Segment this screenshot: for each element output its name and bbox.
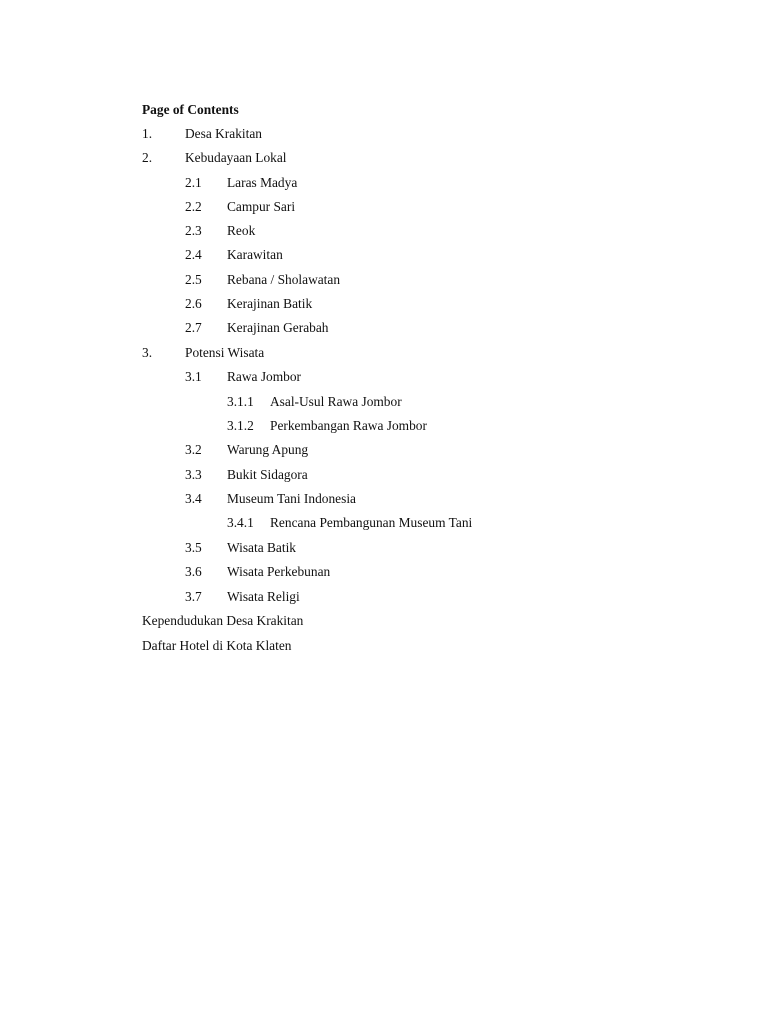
toc-entry-label: Wisata Perkebunan xyxy=(227,564,331,579)
toc-entry-label: Potensi Wisata xyxy=(185,345,265,360)
toc-entry-number: 3.1.1 xyxy=(227,394,254,409)
toc-entry-number: 1. xyxy=(142,126,153,141)
toc-entry-number: 3.4 xyxy=(185,491,202,506)
toc-entry-label: Kerajinan Gerabah xyxy=(227,320,329,335)
toc-entry-number: 3.7 xyxy=(185,589,202,604)
toc-entry-label: Daftar Hotel di Kota Klaten xyxy=(142,638,292,653)
toc-entry-label: Karawitan xyxy=(227,247,283,262)
toc-entry-number: 2.2 xyxy=(185,199,202,214)
toc-entry-number: 3.4.1 xyxy=(227,515,254,530)
toc-entry-label: Rebana / Sholawatan xyxy=(227,272,341,287)
toc-entry-number: 3.5 xyxy=(185,540,202,555)
toc-entry-label: Kependudukan Desa Krakitan xyxy=(142,613,304,628)
toc-entry-number: 2.3 xyxy=(185,223,202,238)
toc-entry-label: Warung Apung xyxy=(227,442,309,457)
toc-entry-label: Rawa Jombor xyxy=(227,369,302,384)
toc-entry-number: 3.1.2 xyxy=(227,418,254,433)
toc-entry-label: Wisata Batik xyxy=(227,540,296,555)
toc-title: Page of Contents xyxy=(142,102,239,117)
toc-entry-label: Museum Tani Indonesia xyxy=(227,491,356,506)
toc-entry-number: 3.3 xyxy=(185,467,202,482)
toc-entry-label: Campur Sari xyxy=(227,199,296,214)
toc-entry-number: 2.7 xyxy=(185,320,202,335)
toc-entry-label: Rencana Pembangunan Museum Tani xyxy=(270,515,473,530)
toc-entry-number: 2. xyxy=(142,150,153,165)
toc-entry-label: Reok xyxy=(227,223,256,238)
toc-entry-label: Kebudayaan Lokal xyxy=(185,150,287,165)
toc-entry-label: Asal-Usul Rawa Jombor xyxy=(270,394,402,409)
toc-entry-number: 3.6 xyxy=(185,564,202,579)
toc-entry-number: 2.4 xyxy=(185,247,202,262)
toc-entry-number: 2.5 xyxy=(185,272,202,287)
toc-entry-number: 2.1 xyxy=(185,175,202,190)
toc-entry-label: Desa Krakitan xyxy=(185,126,262,141)
toc-entry-number: 3.1 xyxy=(185,369,202,384)
toc-entry-number: 3. xyxy=(142,345,153,360)
toc-entry-number: 2.6 xyxy=(185,296,202,311)
toc-entry-label: Wisata Religi xyxy=(227,589,300,604)
toc-entry-number: 3.2 xyxy=(185,442,202,457)
toc-entry-label: Laras Madya xyxy=(227,175,298,190)
toc-entry-label: Bukit Sidagora xyxy=(227,467,308,482)
toc-entry-label: Perkembangan Rawa Jombor xyxy=(270,418,427,433)
toc-entry-label: Kerajinan Batik xyxy=(227,296,313,311)
